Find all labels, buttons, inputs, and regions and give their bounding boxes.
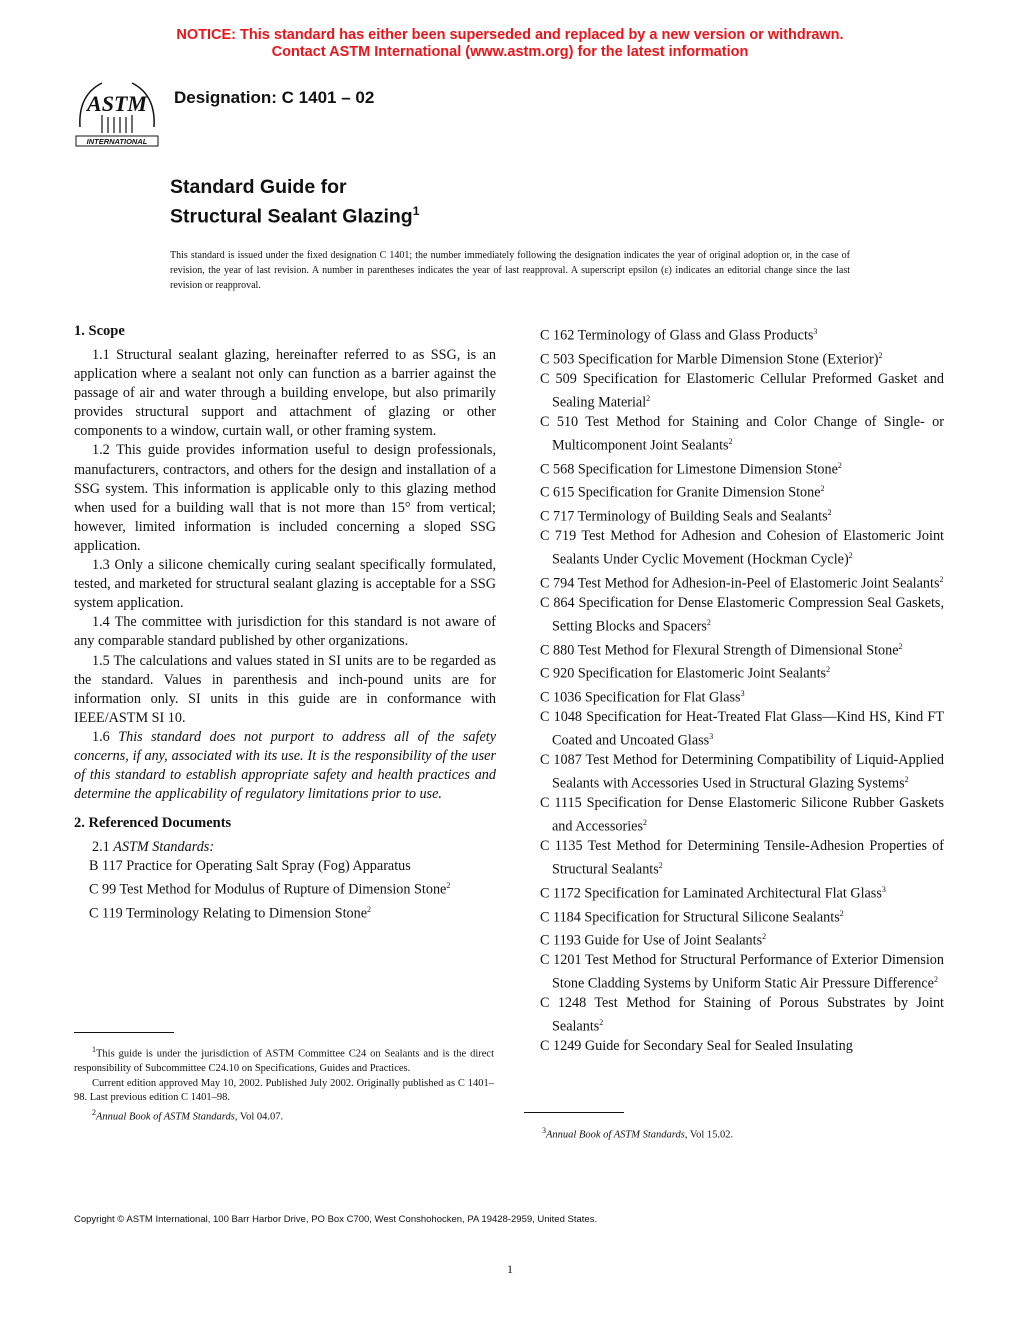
reference-text: C 1248 Test Method for Staining of Porous Substrates by Joint Sealants	[540, 995, 944, 1036]
reference-footnote-ref: 2	[898, 641, 903, 651]
reference-item	[74, 876, 496, 900]
reference-text: C 1048 Specification for Heat-Treated Flat Glass—Kind HS, Kind FT Coated and Uncoated Glass	[540, 709, 944, 749]
reference-item	[540, 837, 944, 880]
right-column	[540, 322, 944, 1056]
withdrawal-notice	[0, 27, 1020, 61]
reference-item	[540, 527, 944, 570]
reference-text: C 568 Specification for Limestone Dimension Stone	[540, 461, 838, 478]
scope-paragraph-1-2: 1.2 This guide provides information useful to design professionals, manufacturers, contractors, and others for the design and installation of a SSG system. This information is applicable only to this glazing method when used for a building wall that is not more than 15° from vertical; however, limited information is included concerning a sloped SSG application.	[74, 442, 496, 554]
reference-footnote-ref: 2	[933, 975, 938, 985]
reference-item	[540, 794, 944, 837]
footnote-3-marker: 3	[542, 1126, 546, 1135]
reference-footnote-ref: 3	[709, 732, 714, 742]
reference-footnote-ref: 2	[826, 665, 831, 675]
reference-item	[540, 456, 944, 480]
reference-text: C 794 Test Method for Adhesion-in-Peel of Elastomeric Joint Sealants	[540, 575, 940, 592]
scope-1-6-number: 1.6	[92, 728, 119, 745]
scope-paragraph-1-6	[74, 728, 496, 804]
reference-footnote-ref: 2	[827, 508, 832, 518]
scope-paragraph-1-4: 1.4 The committee with jurisdiction for this standard is not aware of any comparable standard published by other organizations.	[74, 614, 496, 650]
reference-item	[540, 904, 944, 928]
reference-item	[540, 708, 944, 751]
scope-heading: 1. Scope	[74, 323, 125, 339]
reference-item	[540, 594, 944, 637]
footnote-2-marker: 2	[92, 1107, 96, 1117]
footnote-3-volume: , Vol 15.02.	[684, 1129, 734, 1141]
reference-item	[540, 660, 944, 684]
reference-footnote-ref: 2	[939, 574, 944, 584]
reference-text: C 864 Specification for Dense Elastomeric Compression Seal Gaskets, Setting Blocks and Spacers	[540, 594, 944, 635]
reference-item	[540, 880, 944, 904]
reference-footnote-ref: 2	[658, 861, 663, 870]
footnote-1-text: This guide is under the jurisdiction of ASTM Committee C24 on Sealants and is the direct responsibility of Subcommittee C24.10 on Specifications, Guides and Practices.	[74, 1048, 494, 1074]
footnote-3-book: Annual Book of ASTM Standards	[546, 1129, 685, 1141]
copyright-notice: Copyright © ASTM International, 100 Barr Harbor Drive, PO Box C700, West Conshohocken, PA 19428-2959, United States.	[74, 1214, 598, 1225]
footnotes-right	[524, 1124, 944, 1143]
astm-standards-number: 2.1	[92, 839, 114, 856]
reference-footnote-ref: 2	[646, 393, 651, 403]
scope-paragraph-1-1: 1.1 Structural sealant glazing, hereinafter referred to as SSG, is an application where a sealant not only can function as a barrier against the passage of air and water through a building envelope, but also primarily provides structural support and attachment of glazing or other components to a window, curtain wall, or other framing system.	[74, 347, 496, 440]
reference-text: C 615 Specification for Granite Dimension Stone	[540, 485, 821, 502]
reference-text: C 1115 Specification for Dense Elastomeric Silicone Rubber Gaskets and Accessories	[540, 794, 944, 835]
reference-item	[540, 951, 944, 994]
reference-footnote-ref: 2	[837, 460, 842, 470]
title-line-2	[170, 199, 419, 229]
reference-text: C 1135 Test Method for Determining Tensile-Adhesion Properties of Structural Sealants	[540, 837, 944, 878]
document-title	[170, 175, 419, 229]
reference-item	[540, 322, 944, 346]
title-line-1: Standard Guide for	[170, 176, 347, 198]
reference-item	[540, 346, 944, 370]
reference-text: C 719 Test Method for Adhesion and Cohesion of Elastomeric Joint Sealants Under Cyclic Movement (Hockman Cycle)	[540, 527, 944, 568]
reference-footnote-ref: 2	[367, 905, 372, 915]
reference-footnote-ref: 2	[599, 1018, 604, 1028]
reference-text: C 1036 Specification for Flat Glass	[540, 690, 741, 707]
reference-footnote-ref: 2	[820, 484, 825, 494]
reference-item	[540, 684, 944, 708]
reference-list-right	[540, 322, 944, 1056]
notice-line-2: Contact ASTM International (www.astm.org) for the latest information	[271, 44, 749, 60]
title-footnote-ref: 1	[412, 204, 420, 218]
reference-footnote-ref: 2	[706, 617, 711, 627]
reference-footnote-ref: 2	[446, 881, 451, 891]
reference-footnote-ref: 2	[839, 908, 844, 918]
title-line-2-text: Structural Sealant Glazing	[170, 205, 413, 228]
reference-text: C 1172 Specification for Laminated Architectural Flat Glass	[540, 885, 882, 902]
reference-text: B 117 Practice for Operating Salt Spray (Fog) Apparatus	[89, 858, 411, 875]
reference-item	[540, 503, 944, 527]
reference-footnote-ref: 2	[848, 551, 853, 561]
reference-text: C 162 Terminology of Glass and Glass Products	[540, 327, 814, 344]
footnote-1-marker: 1	[92, 1045, 96, 1054]
reference-footnote-ref: 2	[878, 350, 883, 360]
refdocs-heading: 2. Referenced Documents	[74, 815, 232, 832]
astm-logo-icon	[72, 75, 162, 150]
reference-item	[540, 994, 944, 1037]
reference-footnote-ref: 3	[740, 689, 745, 699]
scope-paragraph-1-5: 1.5 The calculations and values stated in SI units are to be regarded as the standard. Values in parenthesis and inch-pound units are for information only. SI units in this guide are in conformance with IEEE/ASTM SI 10.	[74, 652, 496, 726]
reference-list-left	[74, 857, 496, 924]
reference-text: C 717 Terminology of Building Seals and Sealants	[540, 508, 828, 525]
reference-text: C 1201 Test Method for Structural Performance of Exterior Dimension Stone Cladding Systems by Uniform Static Air Pressure Difference	[540, 952, 944, 993]
left-column	[74, 322, 496, 924]
reference-footnote-ref: 2	[762, 932, 767, 942]
reference-item	[74, 857, 496, 876]
reference-item	[540, 479, 944, 503]
reference-item	[540, 570, 944, 594]
reference-text: C 1193 Guide for Use of Joint Sealants	[540, 933, 763, 950]
reference-footnote-ref: 3	[813, 327, 818, 336]
reference-text: C 1087 Test Method for Determining Compatibility of Liquid-Applied Sealants with Accessories Used in Structural Glazing Systems	[540, 752, 944, 792]
notice-line-1: NOTICE: This standard has either been superseded and replaced by a new version or withdrawn.	[176, 27, 844, 43]
reference-footnote-ref: 2	[728, 436, 733, 446]
footnote-1-edition: Current edition approved May 10, 2002. Published July 2002. Originally published as C 1401–98. Last previous edition C 1401–98.	[74, 1077, 494, 1103]
footnote-2-book: Annual Book of ASTM Standards	[96, 1111, 235, 1122]
logo-subtext: INTERNATIONAL	[86, 137, 148, 146]
logo-text: ASTM	[87, 91, 147, 116]
reference-footnote-ref: 2	[904, 775, 909, 785]
reference-item	[540, 370, 944, 413]
reference-text: C 510 Test Method for Staining and Color Change of Single- or Multicomponent Joint Sealants	[540, 413, 944, 454]
reference-item	[540, 637, 944, 661]
reference-text: C 99 Test Method for Modulus of Rupture of Dimension Stone	[89, 882, 447, 899]
reference-text: C 503 Specification for Marble Dimension Stone (Exterior)	[540, 351, 879, 368]
scope-paragraph-1-3: 1.3 Only a silicone chemically curing sealant specifically formulated, tested, and marketed for structural sealant glazing is acceptable for a SSG system application.	[74, 557, 496, 612]
reference-text: C 1184 Specification for Structural Silicone Sealants	[540, 909, 840, 926]
scope-1-6-caveat: This standard does not purport to address all of the safety concerns, if any, associated with its use. It is the responsibility of the user of this standard to establish appropriate safety and health practices and determine the applicability of regulatory limitations prior to use.	[74, 728, 496, 803]
reference-text: C 920 Specification for Elastomeric Joint Sealants	[540, 666, 827, 683]
reference-item	[74, 900, 496, 924]
issuance-statement: This standard is issued under the fixed designation C 1401; the number immediately following the designation indicates the year of original adoption or, in the case of revision, the year of last revision. A number in parentheses indicates the year of last reapproval. A superscript epsilon (ε) indicates an editorial change since the last revision or reapproval.	[170, 250, 850, 291]
reference-text: C 1249 Guide for Secondary Seal for Sealed Insulating	[540, 1038, 853, 1055]
reference-item	[540, 927, 944, 951]
footnote-1	[74, 1043, 494, 1077]
reference-item	[540, 413, 944, 456]
footnote-2	[74, 1106, 494, 1125]
page-number: 1	[507, 1262, 513, 1276]
footnote-3	[524, 1124, 944, 1143]
reference-text: C 509 Specification for Elastomeric Cellular Preformed Gasket and Sealing Material	[540, 370, 944, 411]
reference-footnote-ref: 2	[643, 818, 648, 828]
astm-standards-label: ASTM Standards:	[113, 839, 215, 856]
reference-item	[540, 751, 944, 794]
astm-standards-subheading	[74, 838, 496, 857]
designation: Designation: C 1401 – 02	[174, 88, 375, 107]
reference-text: C 119 Terminology Relating to Dimension Stone	[89, 906, 368, 922]
footnote-divider-right	[524, 1112, 624, 1113]
reference-item	[540, 1037, 944, 1056]
footnote-divider-left	[74, 1032, 174, 1033]
footnotes-left	[74, 1043, 494, 1125]
reference-footnote-ref: 3	[881, 884, 886, 894]
reference-text: C 880 Test Method for Flexural Strength of Dimensional Stone	[540, 642, 899, 659]
footnote-2-volume: , Vol 04.07.	[234, 1111, 284, 1122]
